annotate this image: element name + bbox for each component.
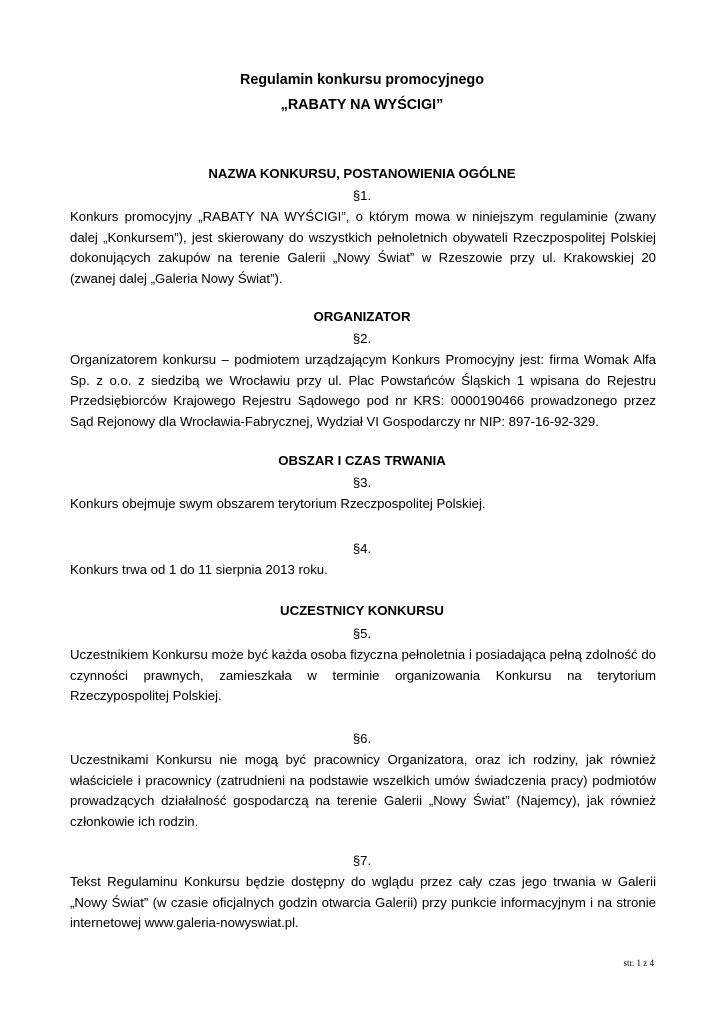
paragraph-text-4: Konkurs trwa od 1 do 11 sierpnia 2013 roku.: [70, 562, 328, 577]
paragraph-text-2: Organizatorem konkursu – podmiotem urządzającym Konkurs Promocyjny jest: firma Womak Alfa Sp. z o.o. z siedzibą we Wrocławiu przy ul. Plac Powstańców Śląskich 1 wpisana do Rejestru Przedsiębiorców Krajowego Rejestru Sądowego pod nr KRS: 0000190466 prowadzonego przez Sąd Rejonowy dla Wrocławia-Fabrycznej, Wydział VI Gospodarczy nr NIP: 897-16-92-329.: [70, 352, 656, 429]
paragraph-number-3: §3.: [352, 475, 372, 490]
paragraph-number-4: §4.: [352, 541, 372, 556]
page-number: str. 1 z 4: [623, 958, 654, 968]
paragraph-number-6: §6.: [352, 731, 372, 746]
section-heading-general: NAZWA KONKURSU, POSTANOWIENIA OGÓLNE: [208, 166, 516, 181]
paragraph-number-1: §1.: [352, 188, 372, 203]
paragraph-text-5: Uczestnikiem Konkursu może być każda osoba fizyczna pełnoletnia i posiadająca pełną zdolność do czynności prawnych, zamieszkała w terminie organizowania Konkursu na terytorium Rzeczypospolitej Polskiej.: [70, 647, 656, 704]
paragraph-text-7: Tekst Regulaminu Konkursu będzie dostępny do wglądu przez cały czas jego trwania w Galerii „Nowy Świat” (w czasie oficjalnych godzin otwarcia Galerii) przy punkcie informacyjnym i na stronie internetowej www.galeria-nowyswiat.pl.: [70, 874, 656, 931]
paragraph-text-6: Uczestnikami Konkursu nie mogą być pracownicy Organizatora, oraz ich rodziny, jak również właściciele i pracownicy (zatrudnieni na podstawie wszelkich umów świadczenia pracy) podmiotów prowadzących działalność gospodarczą na terenie Galerii „Nowy Świat” (Najemcy), jak również członkowie ich rodzin.: [70, 752, 656, 829]
document-subtitle: „RABATY NA WYŚCIGI”: [280, 97, 444, 113]
section-heading-participants: UCZESTNICY KONKURSU: [280, 603, 444, 618]
section-heading-organizer: ORGANIZATOR: [313, 309, 411, 324]
paragraph-number-2: §2.: [352, 331, 372, 346]
paragraph-number-7: §7.: [352, 853, 372, 868]
document-title: Regulamin konkursu promocyjnego: [240, 72, 484, 88]
paragraph-text-1: Konkurs promocyjny „RABATY NA WYŚCIGI”, o którym mowa w niniejszym regulaminie (zwany dalej „Konkursem”), jest skierowany do wszystkich pełnoletnich obywateli Rzeczpospolitej Polskiej dokonujących zakupów na terenie Galerii „Nowy Świat” w Rzeszowie przy ul. Krakowskiej 20 (zwanej dalej „Galeria Nowy Świat”).: [70, 209, 656, 286]
paragraph-number-5: §5.: [352, 626, 372, 641]
paragraph-text-3: Konkurs obejmuje swym obszarem terytorium Rzeczpospolitej Polskiej.: [70, 496, 486, 511]
section-heading-area-duration: OBSZAR I CZAS TRWANIA: [278, 453, 446, 468]
